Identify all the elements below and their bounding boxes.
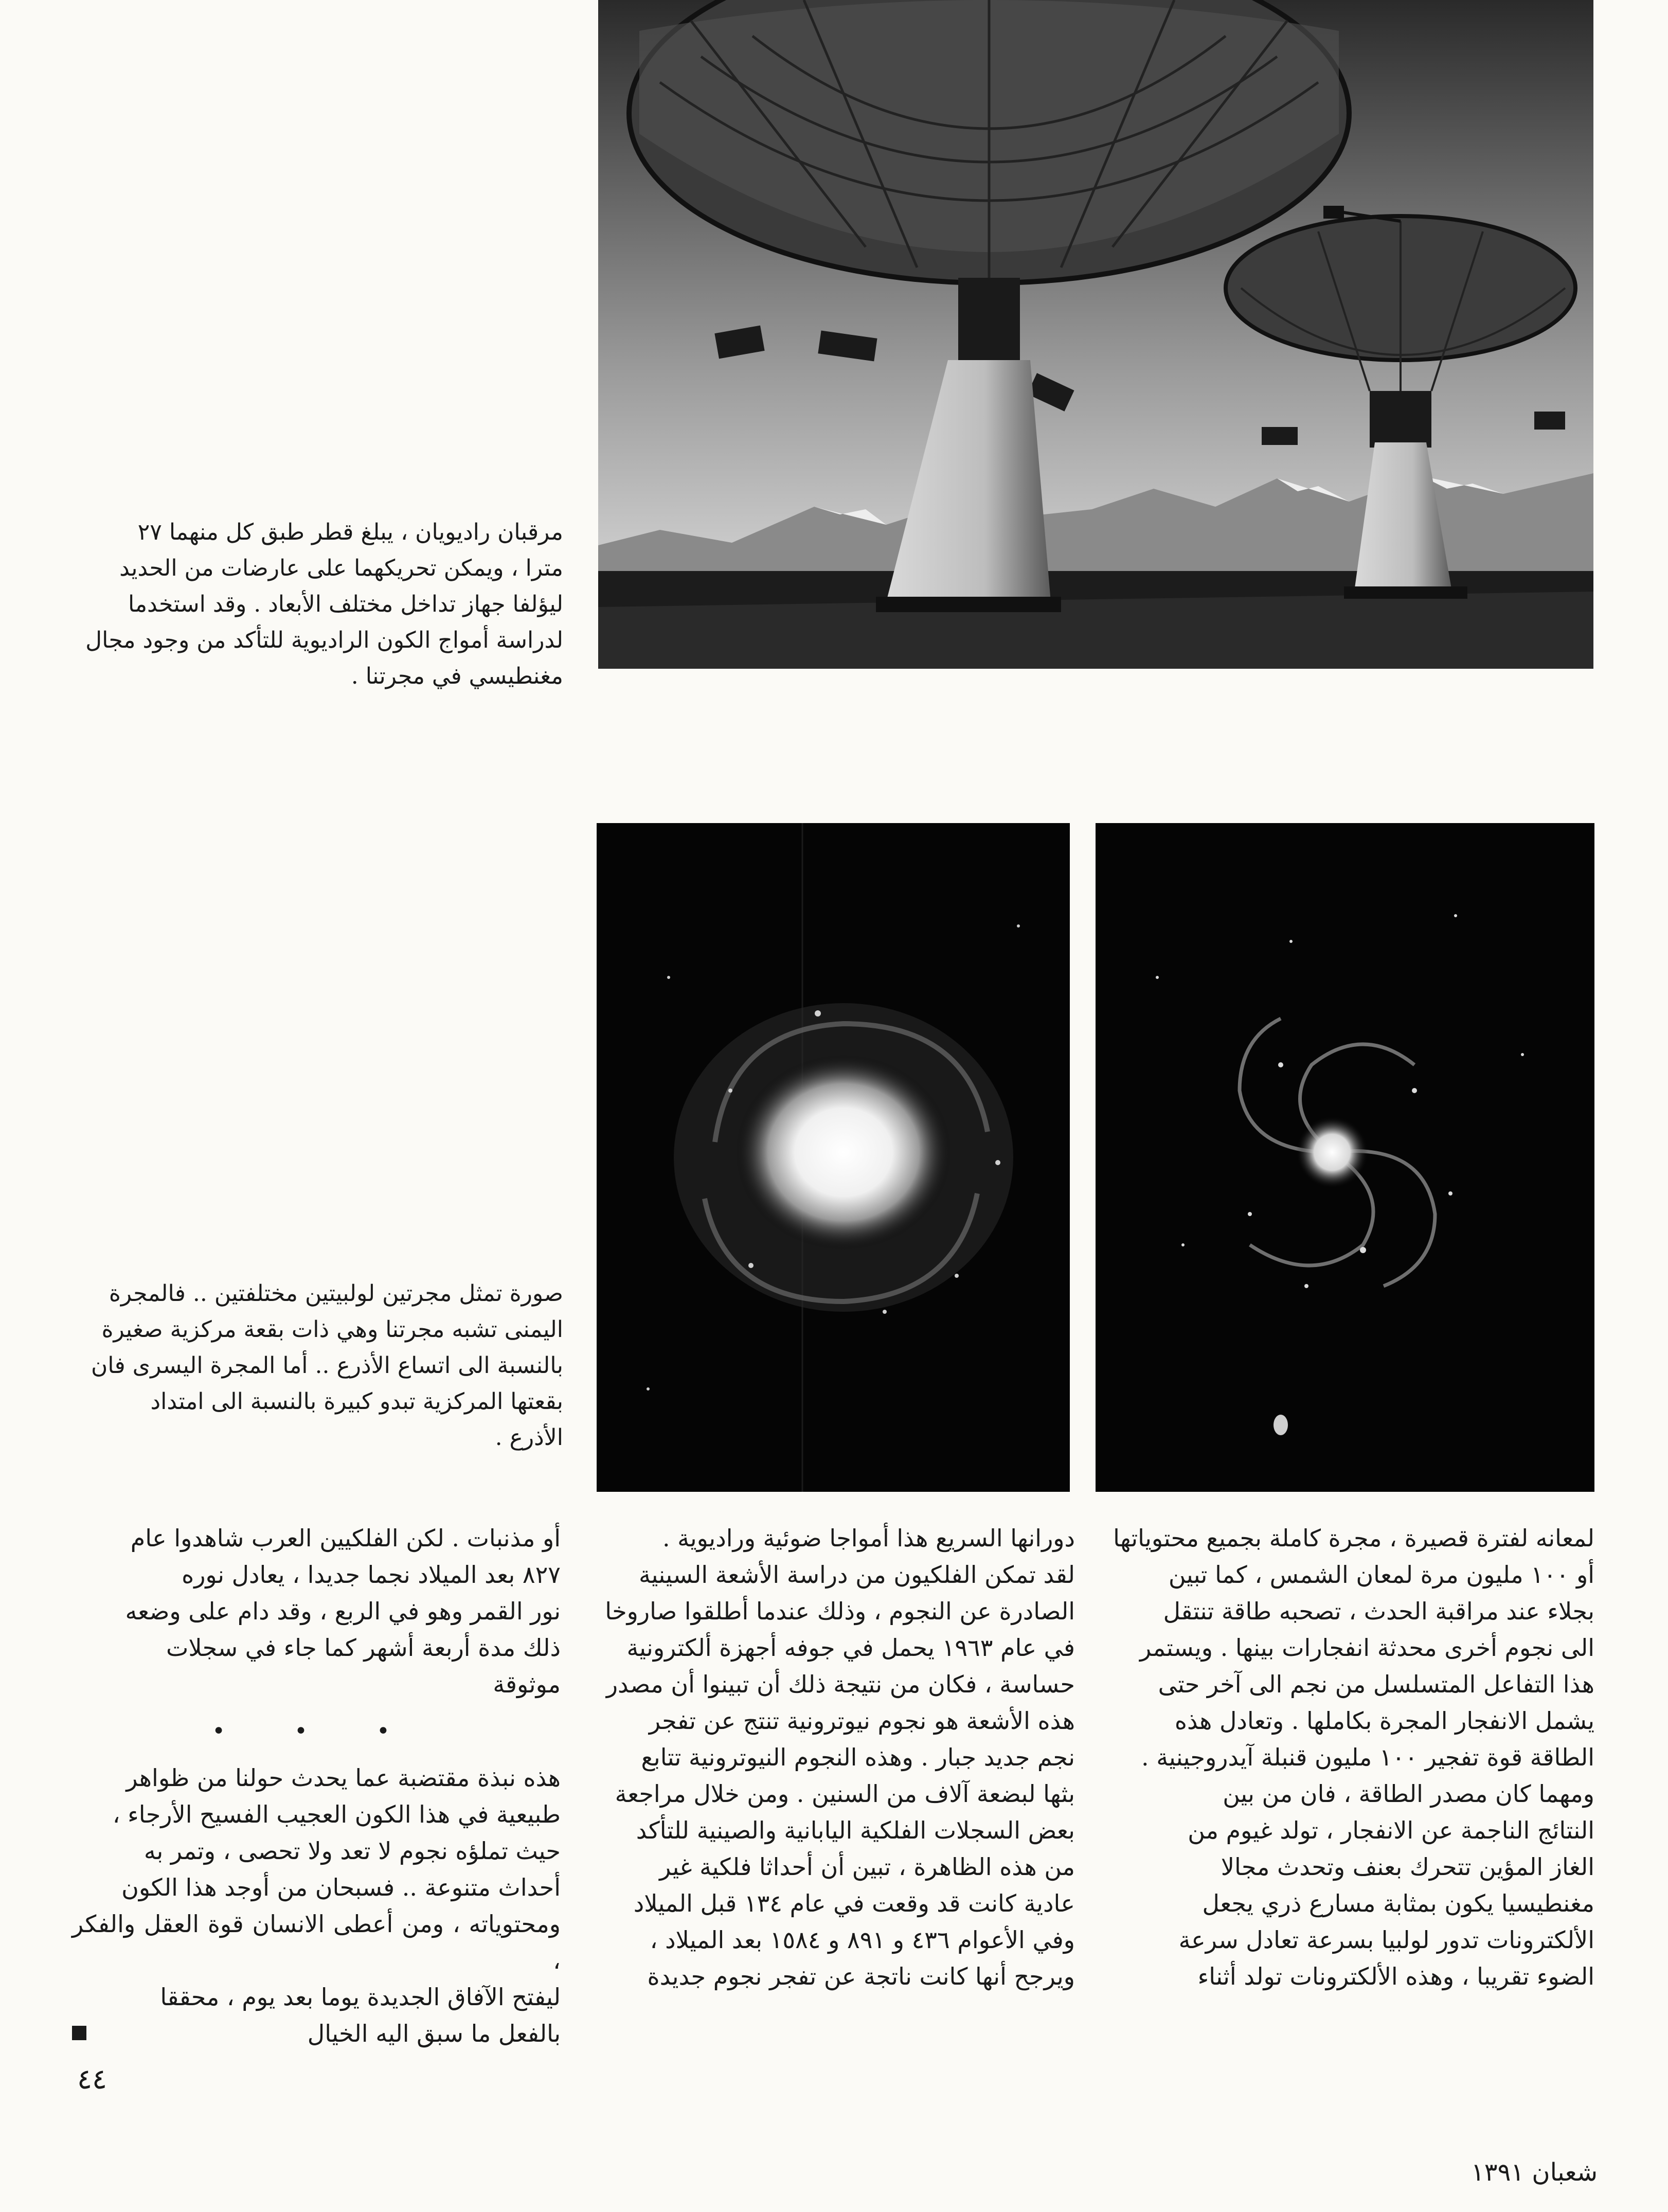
text-line: أو مذنبات . لكن الفلكيين العرب شاهدوا عام xyxy=(130,1524,561,1552)
caption-line: بقعتها المركزية تبدو كبيرة بالنسبة الى امتداد xyxy=(150,1388,563,1415)
galaxy-small-core-photo xyxy=(1096,823,1594,1492)
caption-line: مرقبان راديويان ، يبلغ قطر طبق كل منهما ٢٧ xyxy=(137,519,563,545)
text-line: هذه الأشعة هو نجوم نيوترونية تنتج عن تفجر xyxy=(649,1707,1075,1735)
section-separator: • • • xyxy=(212,1718,421,1744)
text-line: نجم جديد جبار . وهذه النجوم النيوترونية تتابع xyxy=(641,1743,1075,1771)
text-line: دورانها السريع هذا أمواجا ضوئية وراديوية . xyxy=(662,1524,1075,1552)
text-line xyxy=(72,2015,561,2052)
text-line: أحداث متنوعة .. فسبحان من أوجد هذا الكون xyxy=(121,1874,561,1901)
text-line: لقد تمكن الفلكيون من دراسة الأشعة السينية xyxy=(639,1561,1075,1589)
page-number: ٤٤ xyxy=(77,2063,107,2095)
text-line: أو ١٠٠ مليون مرة لمعان الشمس ، كما تبين xyxy=(1168,1561,1594,1589)
telescopes-caption xyxy=(72,514,563,694)
text-line: هذه نبذة مقتضبة عما يحدث حولنا من ظواهر xyxy=(126,1764,561,1792)
text-line: الى نجوم أخرى محدثة انفجارات بينها . ويستمر xyxy=(1140,1634,1594,1662)
caption-line: بالنسبة الى اتساع الأذرع .. أما المجرة اليسرى فان xyxy=(91,1352,563,1379)
issue-date-footer: شعبان ١٣٩١ xyxy=(1471,2158,1598,2187)
text-line: ٨٢٧ بعد الميلاد نجما جديدا ، يعادل نوره xyxy=(182,1561,561,1589)
galaxies-caption xyxy=(72,1276,563,1456)
text-line: ويرجح أنها كانت ناتجة عن تفجر نجوم جديدة xyxy=(647,1963,1075,1990)
text-line: في عام ١٩٦٣ يحمل في جوفه أجهزة ألكترونية xyxy=(626,1634,1075,1662)
caption-line: الأذرع . xyxy=(495,1424,563,1451)
text-line: بثها لبضعة آلاف من السنين . ومن خلال مراجعة xyxy=(615,1780,1075,1808)
text-line: وفي الأعوام ٤٣٦ و ٨٩١ و ١٥٨٤ بعد الميلاد ، xyxy=(650,1926,1075,1954)
end-mark-square xyxy=(72,2026,86,2040)
text-line: بجلاء عند مراقبة الحدث ، تصحبه طاقة تنتقل xyxy=(1163,1597,1594,1625)
text-line: ذلك مدة أربعة أشهر كما جاء في سجلات xyxy=(166,1634,561,1662)
article-column-left xyxy=(72,1520,561,2052)
caption-line: مترا ، ويمكن تحريكهما على عارضات من الحديد xyxy=(119,555,563,581)
text-line: الطاقة قوة تفجير ١٠٠ مليون قنبلة آيدروجينية . xyxy=(1141,1743,1594,1771)
text-line: نور القمر وهو في الربع ، وقد دام على وضعه xyxy=(125,1597,561,1625)
text-line: حيث تملؤه نجوم لا تعد ولا تحصى ، وتمر به xyxy=(144,1837,561,1865)
galaxy-large-core-photo xyxy=(597,823,1070,1492)
text-line: لمعانه لفترة قصيرة ، مجرة كاملة بجميع محتوياتها xyxy=(1113,1524,1594,1552)
caption-line: لدراسة أمواج الكون الراديوية للتأكد من وجود مجال xyxy=(85,627,563,653)
text-line: موثوقة xyxy=(493,1670,561,1698)
text-line: الغاز المؤين تتحرك بعنف وتحدث مجالا xyxy=(1221,1853,1594,1881)
caption-line: صورة تمثل مجرتين لولبيتين مختلفتين .. فالمجرة xyxy=(109,1280,563,1307)
text-line-content: بالفعل ما سبق اليه الخيال xyxy=(307,2020,561,2047)
article-column-middle xyxy=(586,1520,1075,1995)
text-line: هذا التفاعل المتسلسل من نجم الى آخر حتى xyxy=(1158,1670,1594,1698)
text-line: ليفتح الآفاق الجديدة يوما بعد يوم ، محققا xyxy=(160,1983,561,2011)
text-line: مغنطيسيا يكون بمثابة مسارع ذري يجعل xyxy=(1202,1889,1594,1917)
text-line: بعض السجلات الفلكية اليابانية والصينية للتأكد xyxy=(636,1816,1075,1844)
caption-line: مغنطيسي في مجرتنا . xyxy=(351,663,563,689)
text-line: الصادرة عن النجوم ، وذلك عندما أطلقوا صاروخا xyxy=(605,1597,1075,1625)
text-line: يشمل الانفجار المجرة بكاملها . وتعادل هذه xyxy=(1174,1707,1594,1735)
text-line: من هذه الظاهرة ، تبين أن أحداثا فلكية غير xyxy=(659,1853,1075,1881)
text-line: النتائج الناجمة عن الانفجار ، تولد غيوم من xyxy=(1188,1816,1594,1844)
caption-line: اليمنى تشبه مجرتنا وهي ذات بقعة مركزية صغيرة xyxy=(101,1316,563,1343)
text-line: الضوء تقريبا ، وهذه الألكترونات تولد أثناء xyxy=(1197,1963,1594,1990)
text-line: ومحتوياته ، ومن أعطى الانسان قوة العقل والفكر ، xyxy=(72,1910,561,1974)
text-line: طبيعية في هذا الكون العجيب الفسيح الأرجاء ، xyxy=(112,1800,561,1828)
text-line: حساسة ، فكان من نتيجة ذلك أن تبينوا أن مصدر xyxy=(606,1670,1075,1698)
text-line: الألكترونات تدور لولبيا بسرعة تعادل سرعة xyxy=(1178,1926,1594,1954)
text-line: ومهما كان مصدر الطاقة ، فان من بين xyxy=(1223,1780,1594,1808)
caption-line: ليؤلفا جهاز تداخل مختلف الأبعاد . وقد استخدما xyxy=(128,591,563,617)
article-column-right xyxy=(1101,1520,1594,1995)
text-line: عادية كانت قد وقعت في عام ١٣٤ قبل الميلاد xyxy=(633,1889,1075,1917)
radio-telescopes-photo xyxy=(598,0,1593,669)
